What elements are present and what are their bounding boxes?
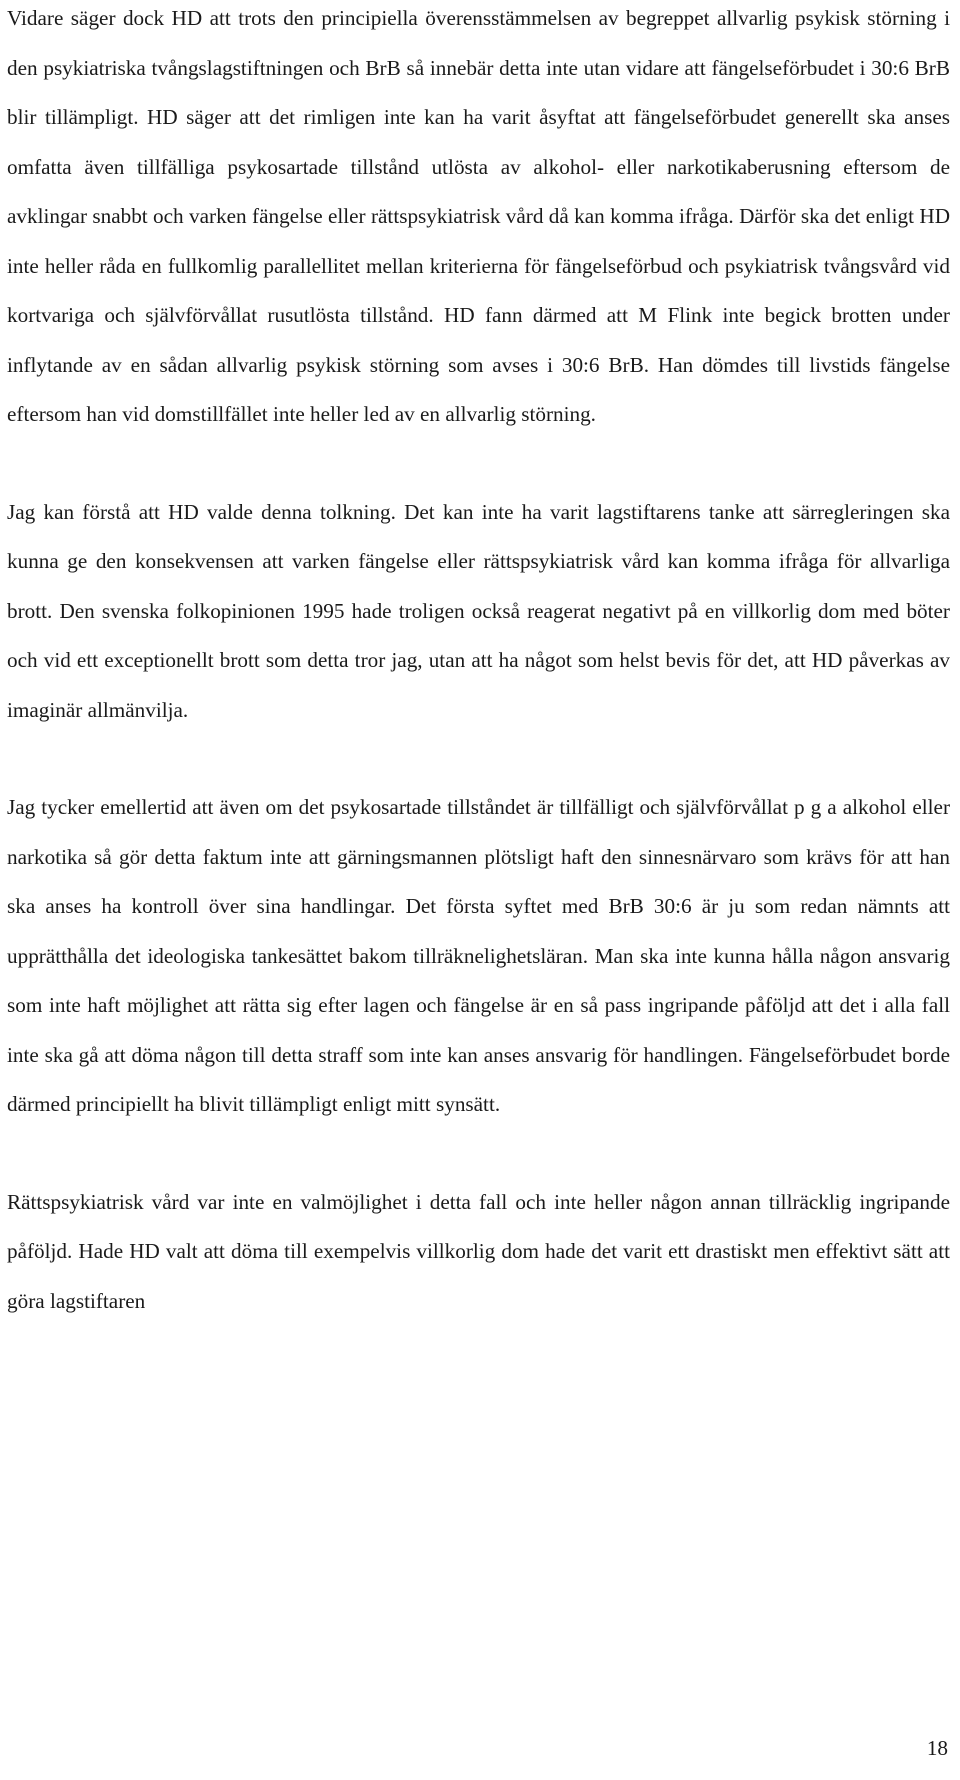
paragraph-forensic-care: Rättspsykiatrisk vård var inte en valmöjlighet i detta fall och inte heller någon annan tillräcklig ingripande påföljd. Hade HD valt att döma till exempelvis villkorlig dom hade det varit ett drastiskt men effektivt sätt att göra lagstiftaren: [7, 1189, 950, 1313]
page-number: 18: [926, 1736, 948, 1760]
paragraph-author-opinion: Jag tycker emellertid att även om det psykosartade tillståndet är tillfälligt och självförvållat p g a alkohol eller narkotika så gör detta faktum inte att gärningsmannen plötsligt haft den sinnesnärvaro som krävs för att han ska anses ha kontroll över sina handlingar. Det första syftet med BrB 30:6 är ju som redan nämnts att upprätthålla det ideologiska tankesättet bakom tillräknelighetsläran. Man ska inte kunna hålla någon ansvarig som inte haft möjlighet att rätta sig efter lagen och fängelse är en så pass ingripande påföljd att det i alla fall inte ska gå att döma någon till detta straff som inte kan anses ansvarig för handlingen. Fängelseförbudet borde därmed principiellt ha blivit tillämpligt enligt mitt synsätt.: [7, 795, 950, 1116]
paragraph-hd-interpretation: Vidare säger dock HD att trots den principiella överensstämmelsen av begreppet allvarlig psykisk störning i den psykiatriska tvångslagstiftningen och BrB så innebär detta inte utan vidare att fängelseförbudet i 30:6 BrB blir tillämpligt. HD säger att det rimligen inte kan ha varit åsyftat att fängelseförbudet generellt ska anses omfatta även tillfälliga psykosartade tillstånd utlösta av alkohol- eller narkotikaberusning eftersom de avklingar snabbt och varken fängelse eller rättspsykiatrisk vård då kan komma ifråga. Därför ska det enligt HD inte heller råda en fullkomlig parallellitet mellan kriterierna för fängelseförbud och psykiatrisk tvångsvård vid kortvariga och självförvållat rusutlösta tillstånd. HD fann därmed att M Flink inte begick brotten under inflytande av en sådan allvarlig psykisk störning som avses i 30:6 BrB. Han dömdes till livstids fängelse eftersom han vid domstillfället inte heller led av en allvarlig störning.: [7, 6, 950, 426]
paragraph-author-understanding: Jag kan förstå att HD valde denna tolkning. Det kan inte ha varit lagstiftarens tanke att särregleringen ska kunna ge den konsekvensen att varken fängelse eller rättspsykiatrisk vård kan komma ifråga för allvarliga brott. Den svenska folkopinionen 1995 hade troligen också reagerat negativt på en villkorlig dom med böter och vid ett exceptionellt brott som detta tror jag, utan att ha något som helst bevis för det, att HD påverkas av imaginär allmänvilja.: [7, 499, 950, 722]
document-page: [7, 0, 950, 1326]
